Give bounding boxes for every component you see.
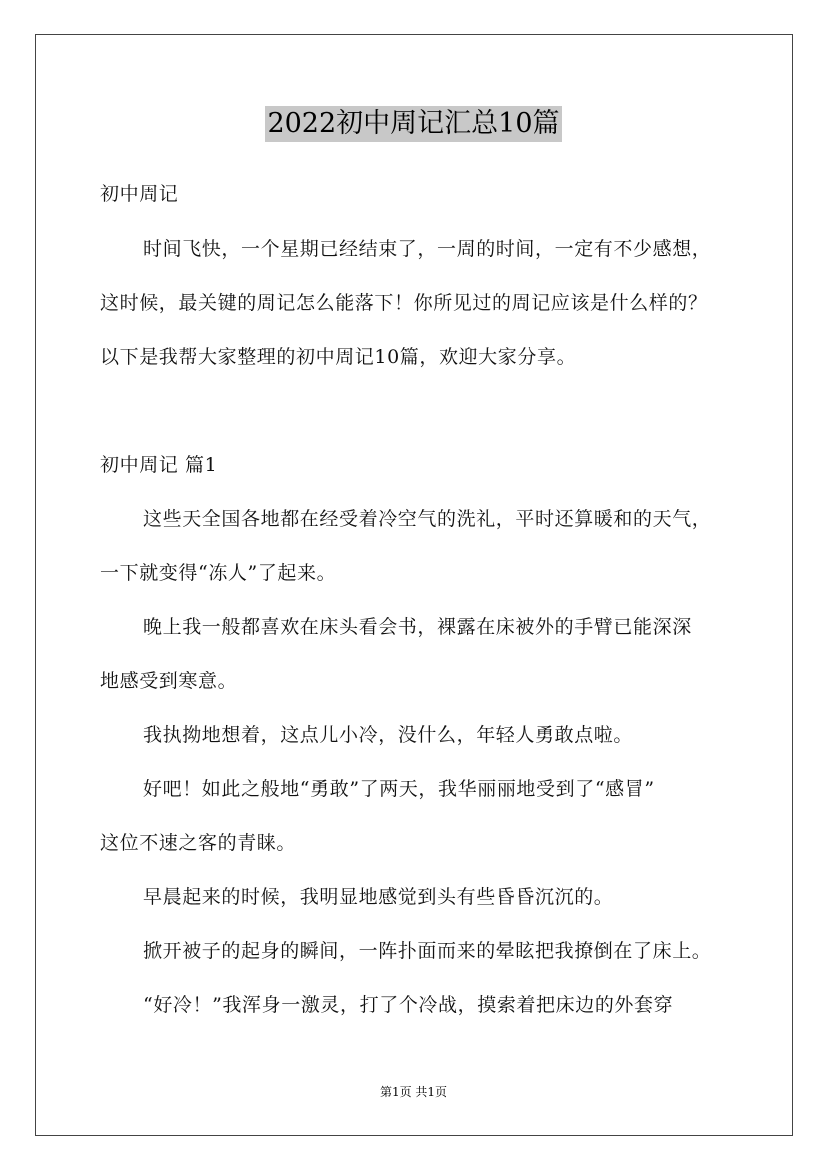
body-line: 这些天全国各地都在经受着冷空气的洗礼，平时还算暖和的天气，	[143, 508, 712, 530]
body-line: 好吧！如此之般地“勇敢”了两天，我华丽丽地受到了“感冒”	[143, 778, 655, 800]
body-line: 地感受到寒意。	[100, 670, 238, 692]
section-heading: 初中周记 篇1	[100, 454, 218, 476]
body-line: 晚上我一般都喜欢在床头看会书，裸露在床被外的手臂已能深深	[143, 616, 692, 638]
intro-line-1: 时间飞快，一个星期已经结束了，一周的时间，一定有不少感想，	[143, 238, 712, 260]
body-line: 我执拗地想着，这点儿小冷，没什么，年轻人勇敢点啦。	[143, 724, 634, 746]
page-footer: 第1页 共1页	[379, 1085, 448, 1099]
intro-line-2: 这时候，最关键的周记怎么能落下！你所见过的周记应该是什么样的？	[100, 292, 708, 314]
body-line: 早晨起来的时候，我明显地感觉到头有些昏昏沉沉的。	[143, 886, 614, 908]
title-container	[0, 106, 827, 142]
document-title: 2022初中周记汇总10篇	[265, 106, 561, 142]
intro-line-3: 以下是我帮大家整理的初中周记10篇，欢迎大家分享。	[100, 346, 577, 368]
body-line: 掀开被子的起身的瞬间，一阵扑面而来的晕眩把我撩倒在了床上。	[143, 940, 712, 962]
body-line: 一下就变得“冻人”了起来。	[100, 562, 337, 584]
body-line: 这位不速之客的青睐。	[100, 832, 297, 854]
body-line: “好冷！”我浑身一激灵，打了个冷战，摸索着把床边的外套穿	[143, 994, 674, 1016]
intro-heading: 初中周记	[100, 183, 179, 205]
